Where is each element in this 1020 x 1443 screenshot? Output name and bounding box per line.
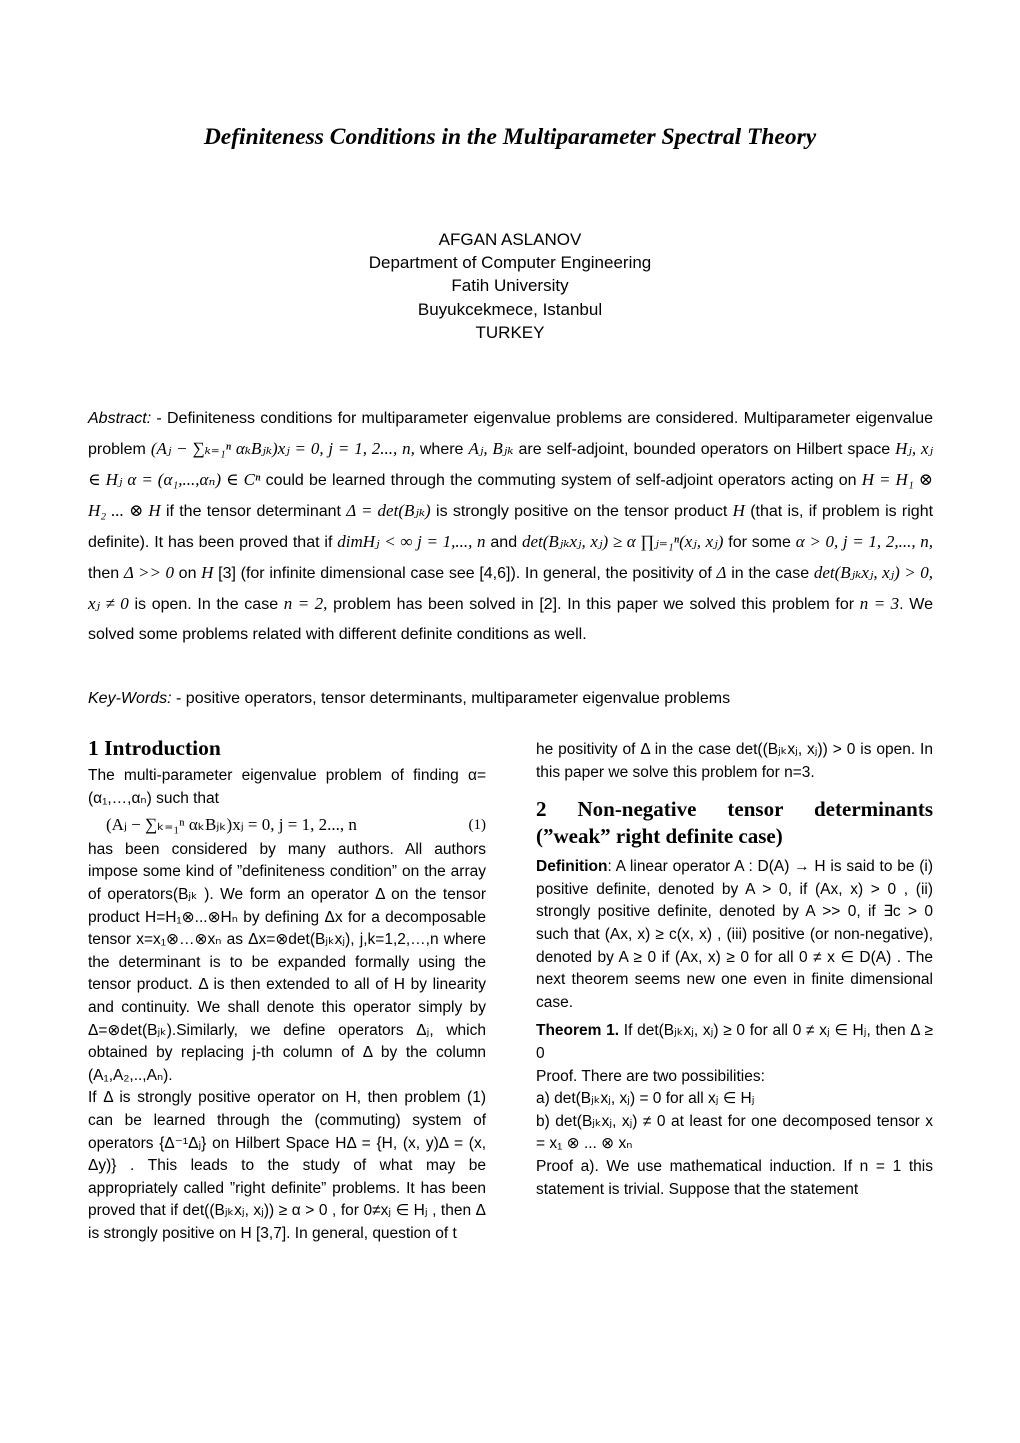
author-location: Buyukcekmece, Istanbul	[417, 300, 603, 319]
intro-paragraph-3: If Δ is strongly positive operator on H, then problem (1) can be learned through the (commuting) system of operators {Δ⁻¹Δⱼ} on Hilbert Space HΔ = {H, (x, y)Δ = (x, Δy)} . This leads to the study of what may be appropriately called ”right definite” problems. It has been proved that if det((Bⱼₖxⱼ, xⱼ)) ≥ α > 0 , for 0≠xⱼ ∈ Hⱼ , then Δ is strongly positive on H [3,7]. In general, question of t	[88, 1089, 486, 1242]
author-country: TURKEY	[475, 323, 545, 342]
definition-text: : A linear operator A : D(A) → H is said to be (i) positive definite, denoted by A > 0, if (Ax, x) > 0 , (ii) strongly positive definite, denoted by A >> 0, if ∃c > 0 such that (Ax, x) ≥ c(x, x) , (iii) positive (or non-negative), denoted by A ≥ 0 if (Ax, x) ≥ 0 for all 0 ≠ x ∈ D(A) . The next theorem seems new one even in finite dimensional case.	[536, 858, 933, 1011]
abstract-equation-1: (Aⱼ − ∑ₖ₌₁ⁿ αₖBⱼₖ)xⱼ = 0, j = 1, 2..., n,	[150, 439, 415, 458]
abstract-text-1: - Definiteness conditions for multiparameter eigenvalue problems are considered. Multiparameter eigenvalue problem	[88, 410, 933, 458]
proof-a-paragraph: Proof a). We use mathematical induction. If n = 1 this statement is trivial. Suppose that the statement	[536, 1157, 933, 1198]
abstract-text-8: and	[490, 534, 518, 551]
abstract-text-12: [3] (for infinite dimensional case see [4,6]). In general, the positivity of	[218, 565, 712, 582]
abstract-equation-7: dimHⱼ < ∞ j = 1,..., n	[337, 532, 486, 551]
abstract-equation-10: Δ >> 0	[123, 563, 174, 582]
author-department: Department of Computer Engineering	[368, 253, 652, 272]
definition-paragraph	[536, 856, 933, 1014]
abstract-equation-15: n = 3	[859, 594, 900, 613]
right-paragraph-0: he positivity of Δ in the case det((Bⱼₖxⱼ, xⱼ)) > 0 is open. In this paper we solve this problem for n=3.	[536, 741, 933, 781]
abstract-text-14: is open. In the case	[134, 596, 279, 613]
abstract-text-6: is strongly positive on the tensor product	[436, 503, 728, 520]
abstract-equation-2: Aⱼ, Bⱼₖ	[468, 439, 514, 458]
abstract-text-11: on	[178, 565, 197, 582]
abstract-text-5: if the tensor determinant	[165, 503, 341, 520]
abstract-text-10: then	[88, 565, 120, 582]
abstract-equation-8: det(Bⱼₖxⱼ, xⱼ) ≥ α ∏ⱼ₌₁ⁿ(xⱼ, xⱼ)	[521, 532, 724, 551]
abstract-equation-4: H = H₁ ⊗ H₂ ... ⊗ H	[88, 470, 933, 520]
abstract-text-3: are self-adjoint, bounded operators on Hilbert space	[518, 441, 891, 458]
theorem-text: If det(Bⱼₖxⱼ, xⱼ) ≥ 0 for all 0 ≠ xⱼ ∈ Hⱼ, then Δ ≥ 0	[536, 1022, 933, 1062]
abstract-text-2: where	[419, 441, 464, 458]
keywords-label: Key-Words:	[88, 690, 172, 707]
abstract-text-16: . We solved some problems related with different definite conditions as well.	[88, 596, 933, 643]
equation-1-body: (Aⱼ − ∑ₖ₌₁ⁿ αₖBⱼₖ)xⱼ = 0, j = 1, 2..., n	[106, 815, 357, 835]
theorem-paragraph	[536, 1020, 933, 1065]
abstract-equation-13: det(Bⱼₖxⱼ, xⱼ) > 0, xⱼ ≠ 0	[88, 563, 934, 613]
section-2-heading: 2 Non-negative tensor determinants (”weak” right definite case)	[536, 797, 933, 849]
abstract-label: Abstract:	[88, 410, 152, 427]
abstract	[88, 404, 933, 650]
proof-intro: Proof. There are two possibilities:	[536, 1067, 765, 1085]
abstract-text-15: problem has been solved in [2]. In this paper we solved this problem for	[333, 596, 855, 613]
abstract-equation-9: α > 0, j = 1, 2,..., n,	[795, 532, 933, 551]
equation-1	[106, 814, 486, 837]
intro-paragraph-1: The multi-parameter eigenvalue problem of finding α=(α₁,…,αₙ) such that	[88, 767, 486, 807]
abstract-text-4: could be learned through the commuting system of self-adjoint operators acting on	[265, 472, 857, 489]
intro-paragraph-2: has been considered by many authors. All authors impose some kind of ”definiteness condition” on the array of operators(Bⱼₖ ). We form an operator Δ on the tensor product H=H₁⊗...⊗Hₙ by defining Δx for a decomposable tensor x=x₁⊗…⊗xₙ as Δx=⊗det(Bⱼₖxⱼ), j,k=1,2,…,n where the determinant is to be expanded formally using the tensor product. Δ is then extended to all of H by linearity and continuity. We shall denote this operator simply by Δ=⊗det(Bⱼₖ).Similarly, we define operators Δⱼ, which obtained by replacing j-th column of Δ by the column (A₁,A₂,..,Aₙ).	[88, 840, 486, 1084]
proof-case-b: b) det(Bⱼₖxⱼ, xⱼ) ≠ 0 at least for one decomposed tensor x = x₁ ⊗ ... ⊗ xₙ	[536, 1112, 933, 1153]
author-name: AFGAN ASLANOV	[438, 230, 582, 249]
abstract-equation-14: n = 2,	[283, 594, 328, 613]
author-university: Fatih University	[451, 276, 569, 295]
abstract-equation-3: Hⱼ, xⱼ ∈ Hⱼ α = (α₁,...,αₙ) ∈ Cⁿ	[88, 439, 933, 489]
abstract-text-9: for some	[728, 534, 791, 551]
definition-label: Definition	[536, 858, 608, 876]
abstract-equation-5: Δ = det(Bⱼₖ)	[346, 501, 431, 520]
abstract-equation-12: Δ	[716, 563, 727, 582]
proof-case-a: a) det(Bⱼₖxⱼ, xⱼ) = 0 for all xⱼ ∈ Hⱼ	[536, 1090, 755, 1108]
abstract-text-7: (that is, if problem is right definite). It has been proved that if	[88, 503, 934, 551]
abstract-text-13: in the case	[731, 565, 810, 582]
left-column	[88, 765, 486, 1245]
section-1-heading: 1 Introduction	[88, 736, 221, 760]
right-column	[536, 739, 933, 1201]
paper-title: Definiteness Conditions in the Multiparameter Spectral Theory	[203, 124, 817, 150]
abstract-equation-6: H	[732, 501, 745, 520]
theorem-label: Theorem 1.	[536, 1022, 620, 1040]
keywords	[88, 688, 933, 710]
keywords-text: - positive operators, tensor determinants, multiparameter eigenvalue problems	[176, 690, 731, 707]
equation-1-number: (1)	[468, 817, 486, 834]
abstract-equation-11: H	[201, 563, 214, 582]
